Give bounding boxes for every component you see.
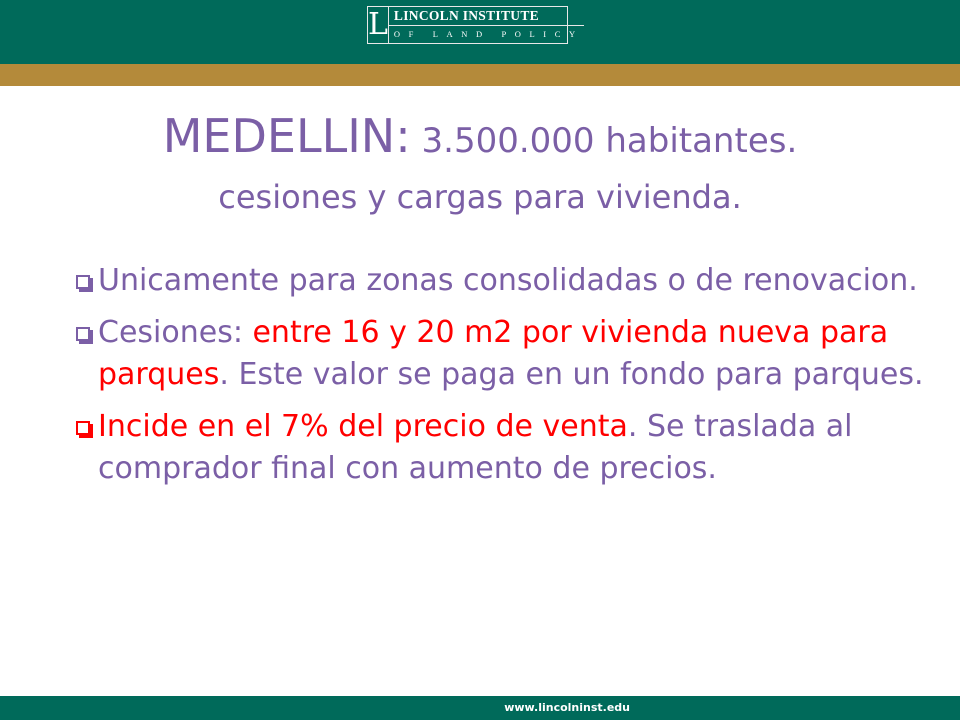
- bullet-item: [70, 406, 930, 490]
- title-subtitle: cesiones y cargas para vivienda.: [218, 178, 742, 216]
- title-city: MEDELLIN:: [162, 109, 411, 163]
- footer-website-link[interactable]: www.lincolninst.edu: [504, 701, 630, 714]
- logo-land-policy: OF LAND POLICY: [393, 29, 584, 40]
- checkbox-bullet-icon: [76, 275, 90, 289]
- gold-accent-band: [0, 64, 960, 86]
- title-line-1: [0, 108, 960, 175]
- logo-letter-mark: L: [368, 7, 388, 42]
- bullet-lead: Cesiones:: [98, 315, 253, 350]
- bullet-highlight: Incide en el 7% del precio de venta: [98, 409, 628, 444]
- footer-band: [0, 696, 960, 720]
- checkbox-bullet-icon: [76, 327, 90, 341]
- bullet-item: [70, 260, 930, 302]
- logo-text: [389, 7, 584, 43]
- bullet-text: Unicamente para zonas consolidadas o de renovacion.: [98, 263, 918, 298]
- bullet-item: [70, 312, 930, 396]
- checkbox-bullet-icon: [76, 421, 90, 435]
- slide-title: [0, 108, 960, 219]
- bullet-tail: . Este valor se paga en un fondo para parques.: [219, 357, 924, 392]
- header-band: [0, 0, 960, 64]
- bullet-list: [70, 260, 930, 500]
- lincoln-institute-logo: [367, 6, 584, 44]
- title-population: 3.500.000 habitantes.: [410, 121, 798, 161]
- logo-institute-name: LINCOLN INSTITUTE: [389, 7, 584, 26]
- bullet-tail: . Se traslada al comprador final con aumento de precios.: [98, 409, 853, 486]
- bullet-highlight: entre 16 y 20 m2 por vivienda nueva para parques: [98, 315, 889, 392]
